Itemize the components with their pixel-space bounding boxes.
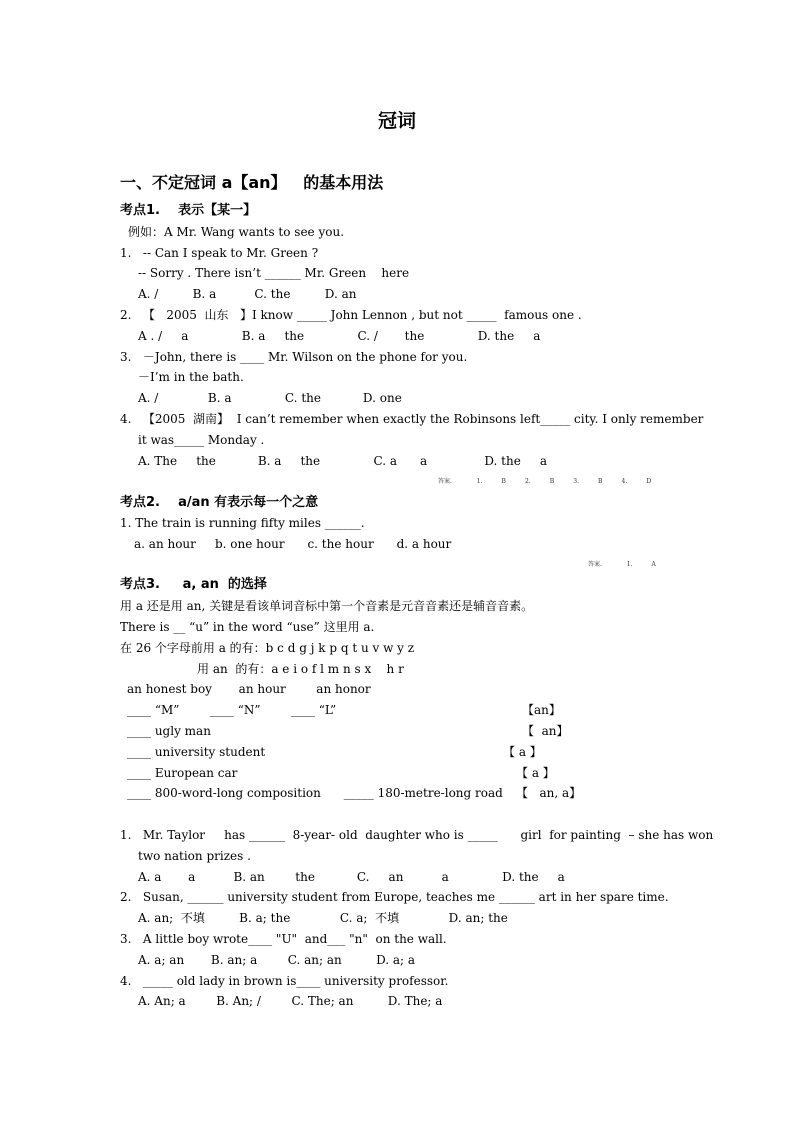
kd3-line: 用 a 还是用 an, 关键是看该单词音标中第一个音素是元音音素还是辅音音素。 <box>120 599 534 613</box>
kd3-line: an honest boy an hour an honor <box>127 682 371 696</box>
kd1-line: A. / B. a C. the D. one <box>138 391 402 405</box>
kd1-line: it was_____ Monday . <box>138 433 265 447</box>
section-heading: 一、不定冠词 a【an】 的基本用法 <box>120 173 384 192</box>
kd3-answer: 【 a 】 <box>503 745 542 759</box>
kd1-line: 2. 【 2005 山东 】I know _____ John Lennon , but not _____ famous one . <box>120 308 582 322</box>
kd2-heading: 考点2. a/an 有表示每一个之意 <box>120 495 319 510</box>
kd1-line: A . / a B. a the C. / the D. the a <box>138 329 541 343</box>
kd2-line: 1. The train is running fifty miles ______. <box>120 516 365 530</box>
exercise-line: 2. Susan, ______ university student from Europe, teaches me ______ art in her spare time. <box>120 890 669 904</box>
kd3-line: ____ 800-word-long composition _____ 180-metre-long road <box>127 786 503 800</box>
kd1-line: 3. －John, there is ____ Mr. Wilson on the phone for you. <box>120 350 468 364</box>
kd1-line: -- Sorry . There isn’t ______ Mr. Green here <box>138 266 410 280</box>
kd3-line: ____ European car <box>127 766 238 780</box>
exercise-line: two nation prizes . <box>138 849 251 863</box>
kd1-heading: 考点1. 表示【某一】 <box>120 203 257 218</box>
kd1-line: A. / B. a C. the D. an <box>138 287 357 301</box>
kd3-answer: 【 an】 <box>522 724 569 738</box>
kd2-answer: 答案. 1. A <box>588 561 656 568</box>
kd1-example: 例如：A Mr. Wang wants to see you. <box>128 225 345 239</box>
kd3-heading: 考点3. a, an 的选择 <box>120 577 267 592</box>
kd3-line: ____ university student <box>127 745 266 759</box>
kd1-line: 4. 【2005 湖南】 I can’t remember when exactly the Robinsons left_____ city. I only remember <box>120 412 704 426</box>
kd2-line: a. an hour b. one hour c. the hour d. a hour <box>134 537 452 551</box>
page-title: 冠词 <box>377 110 416 132</box>
kd3-line: There is __ “u” in the word “use” 这里用 a. <box>120 620 375 634</box>
kd3-line: 在 26 个字母前用 a 的有：b c d g j k p q t u v w y z <box>120 641 415 655</box>
exercise-line: A. An; a B. An; / C. The; an D. The; a <box>138 994 443 1008</box>
exercise-line: A. an; 不填 B. a; the C. a; 不填 D. an; the <box>138 911 508 925</box>
kd3-answer: 【 a 】 <box>516 766 555 780</box>
kd1-line: 1. -- Can I speak to Mr. Green ? <box>120 246 319 260</box>
exercise-line: 3. A little boy wrote____ "U" and___ "n" on the wall. <box>120 932 447 946</box>
kd3-line: ____ “M” ____ “N” ____ “L” <box>127 703 337 717</box>
exercise-line: 4. _____ old lady in brown is____ university professor. <box>120 974 449 988</box>
kd3-answer: 【an】 <box>522 703 561 717</box>
kd3-line: ____ ugly man <box>127 724 211 738</box>
kd1-line: －I’m in the bath. <box>138 370 244 384</box>
kd3-answer: 【 an, a】 <box>516 786 582 800</box>
exercise-line: 1. Mr. Taylor has ______ 8-year- old daughter who is _____ girl for painting – she has won <box>120 828 714 842</box>
kd1-line: A. The the B. a the C. a a D. the a <box>138 454 548 468</box>
exercise-line: A. a; an B. an; a C. an; an D. a; a <box>138 953 416 967</box>
kd1-answer: 答案. 1. B 2. B 3. B 4. D <box>438 478 652 485</box>
kd3-line: 用 an 的有：a e i o f l m n s x h r <box>197 662 404 676</box>
exercise-line: A. a a B. an the C. an a D. the a <box>138 870 565 884</box>
